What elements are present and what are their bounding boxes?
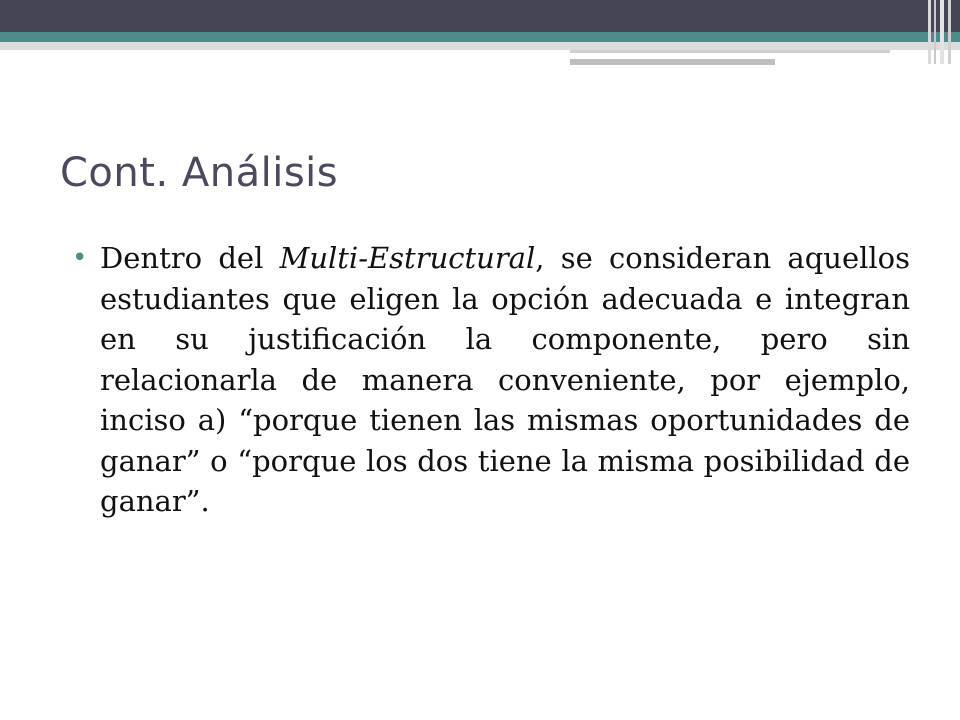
header-band-light [0,42,960,50]
bullet-item [70,238,910,522]
header-vertical-line [948,0,951,64]
header-band-teal [0,32,960,42]
bullet-text [100,241,910,518]
header-accent-line [570,59,775,65]
bullet-icon: • [72,243,88,273]
slide-title: Cont. Análisis [60,150,339,196]
header-vertical-line [940,0,944,64]
bullet-list [70,238,910,522]
header-vertical-line [928,0,931,64]
header-vertical-line [934,0,936,64]
bullet-text-emphasis: Multi-Estructural [279,241,536,275]
header-band-dark [0,0,960,32]
bullet-text-start: Dentro del [100,241,280,275]
header-accent-line [570,50,890,53]
bullet-text-end: , se consideran aquellos estudiantes que eligen la opción adecuada e integran en su justificación la componente, pero sin relacionarla de manera conveniente, por ejemplo, inciso a) “porque tienen las mismas oportunidades de ganar” o “porque los dos tiene la misma posibilidad de ganar”. [100,241,911,518]
